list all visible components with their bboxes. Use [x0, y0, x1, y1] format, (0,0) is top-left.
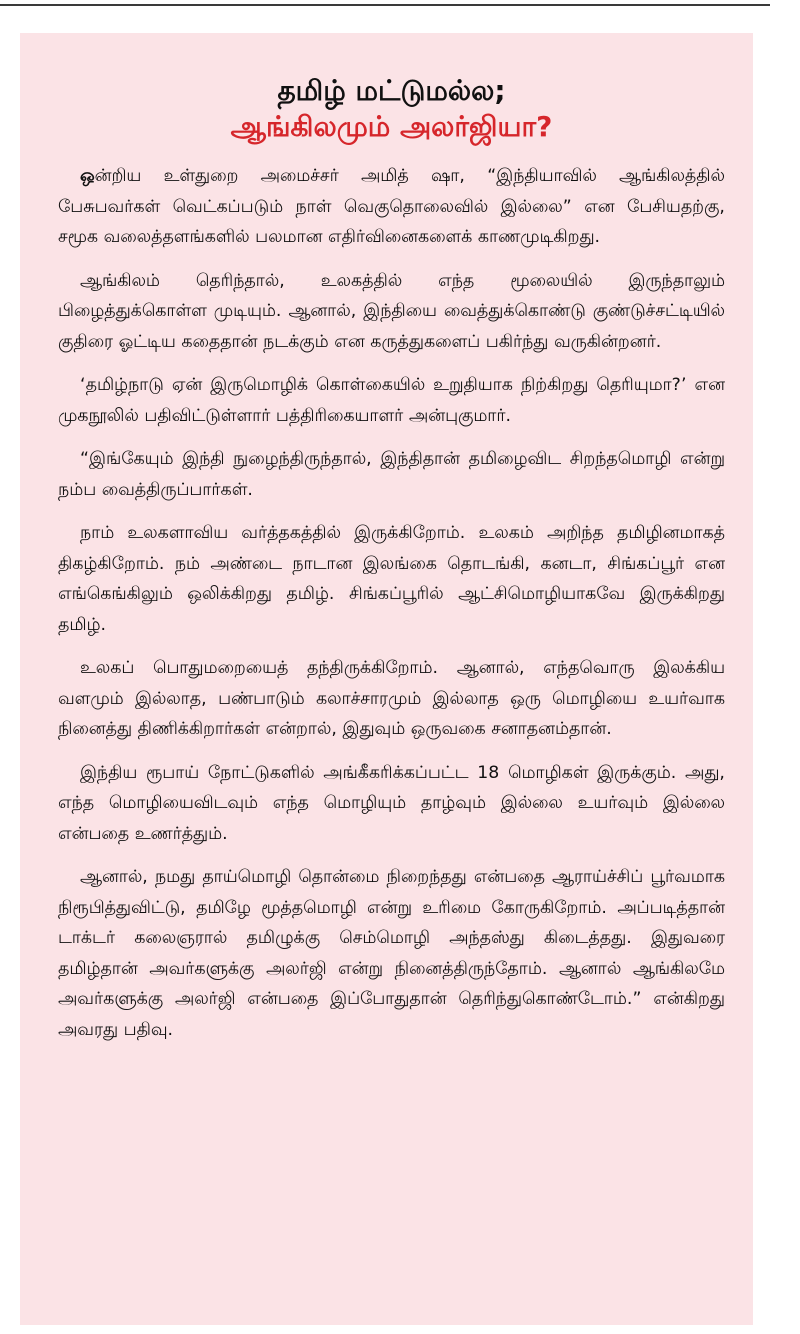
paragraph-text: ‘தமிழ்நாடு ஏன் இருமொழிக் கொள்கையில் உறுதியாக நிற்கிறது தெரியுமா?’ என முகநூலில் பதிவிட்டுள்ளார் பத்திரிகையாளர் அன்புகுமார்.: [58, 375, 725, 426]
paragraph-text: நாம் உலகளாவிய வர்த்தகத்தில் இருக்கிறோம். உலகம் அறிந்த தமிழினமாகத் திகழ்கிறோம். நம் அண்டை நாடான இலங்கை தொடங்கி, கனடா, சிங்கப்பூர் என எங்கெங்கிலும் ஒலிக்கிறது தமிழ். சிங்கப்பூரில் ஆட்சிமொழியாகவே இருக்கிறது தமிழ்.: [58, 523, 725, 635]
paragraph-text: உலகப் பொதுமறையைத் தந்திருக்கிறோம். ஆனால், எந்தவொரு இலக்கிய வளமும் இல்லாத, பண்பாடும் கலாச்சாரமும் இல்லாத ஒரு மொழியை உயர்வாக நினைத்து திணிக்கிறார்கள் என்றால், இதுவும் ஒருவகை சனாதனம்தான்.: [58, 658, 725, 739]
paragraph-text: “இங்கேயும் இந்தி நுழைந்திருந்தால், இந்திதான் தமிழைவிட சிறந்தமொழி என்று நம்ப வைத்திருப்பார்கள்.: [58, 449, 725, 500]
paragraph-7: [58, 758, 725, 850]
paragraph-text: ன்றிய உள்துறை அமைச்சர் அமித் ஷா, “இந்தியாவில் ஆங்கிலத்தில் பேசுபவர்கள் வெட்கப்படும் நாள் வெகுதொலைவில் இல்லை” என பேசியதற்கு, சமூக வலைத்தளங்களில் பலமான எதிர்வினைகளைக் காணமுடிகிறது.: [58, 166, 725, 247]
paragraph-3: [58, 370, 725, 431]
paragraph-text: இந்திய ரூபாய் நோட்டுகளில் அங்கீகரிக்கப்பட்ட 18 மொழிகள் இருக்கும். அது, எந்த மொழியைவிடவும் எந்த மொழியும் தாழ்வும் இல்லை உயர்வும் இல்லை என்பதை உணர்த்தும்.: [58, 762, 725, 844]
paragraph-6: [58, 653, 725, 745]
article-box: [20, 33, 753, 1325]
headline-line-2: ஆங்கிலமும் அலர்ஜியா?: [230, 110, 553, 143]
drop-letter: ஒ: [80, 166, 95, 186]
top-rule: [0, 4, 770, 6]
paragraph-1: [58, 161, 725, 253]
paragraph-text: ஆனால், நமது தாய்மொழி தொன்மை நிறைந்தது என்பதை ஆராய்ச்சிப் பூர்வமாக நிரூபித்துவிட்டு, தமிழே மூத்தமொழி என்று உரிமை கோருகிறோம். அப்படித்தான் டாக்டர் கலைஞரால் தமிழுக்கு செம்மொழி அந்தஸ்து கிடைத்தது. இதுவரை தமிழ்தான் அவர்களுக்கு அலர்ஜி என்று நினைத்திருந்தோம். ஆனால் ஆங்கிலமே அவர்களுக்கு அலர்ஜி என்பதை இப்போதுதான் தெரிந்துகொண்டோம்.” என்கிறது அவரது பதிவு.: [58, 867, 725, 1040]
headline-line-1: தமிழ் மட்டுமல்ல;: [277, 74, 506, 107]
paragraph-4: [58, 444, 725, 505]
paragraph-5: [58, 518, 725, 640]
paragraph-2: [58, 266, 725, 358]
paragraph-8: [58, 862, 725, 1045]
paragraph-text: ஆங்கிலம் தெரிந்தால், உலகத்தில் எந்த மூலையில் இருந்தாலும் பிழைத்துக்கொள்ள முடியும். ஆனால், இந்தியை வைத்துக்கொண்டு குண்டுச்சட்டியில் குதிரை ஓட்டிய கதைதான் நடக்கும் என கருத்துகளைப் பகிர்ந்து வருகின்றனர்.: [58, 270, 725, 352]
